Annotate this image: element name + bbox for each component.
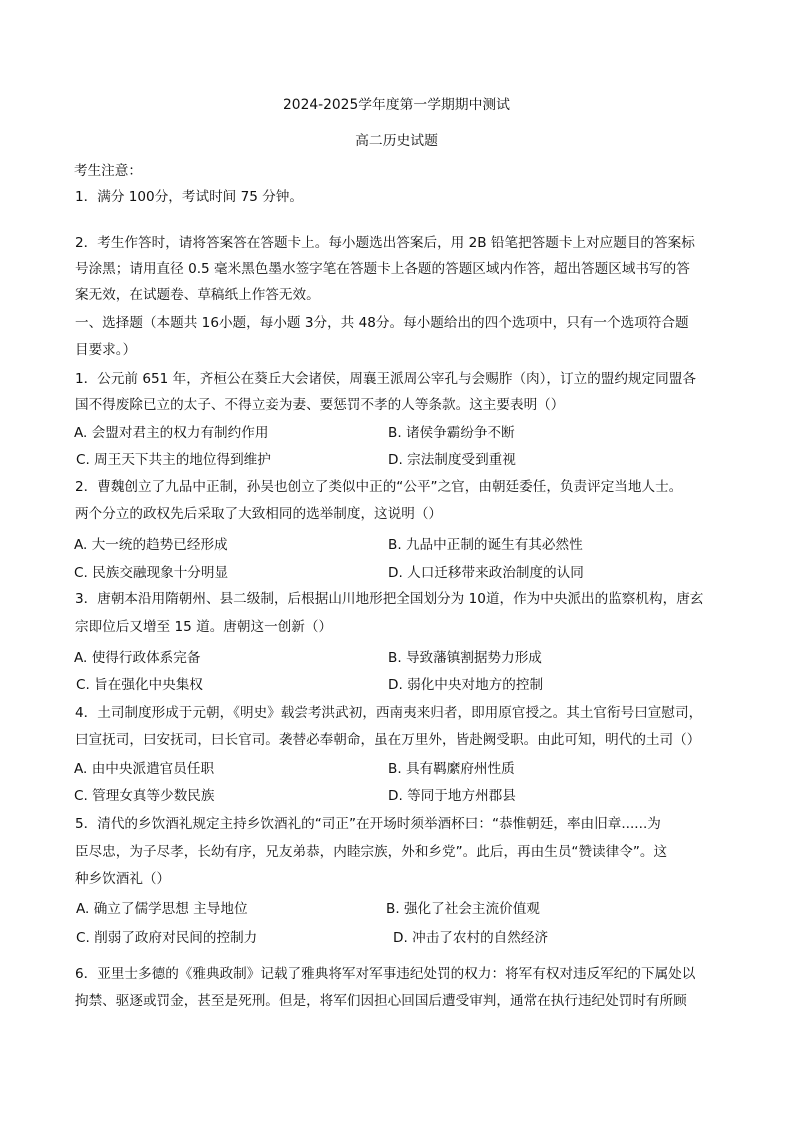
question-2-option-d: D. 人口迁移带来政治制度的认同 — [388, 565, 584, 581]
question-3-option-c: C. 旨在强化中央集权 — [76, 677, 203, 693]
question-4-stem: 曰宣抚司，曰安抚司，曰长官司。袭替必奉朝命，虽在万里外，皆赴阙受职。由此可知，明代的土司（） — [75, 732, 701, 748]
question-2-option-c: C. 民族交融现象十分明显 — [74, 565, 229, 581]
question-6-stem: 6．亚里士多德的《雅典政制》记载了雅典将军对军事违纪处罚的权力：将军有权对违反军纪的下属处以 — [75, 966, 696, 982]
question-3-option-a: A. 使得行政体系完备 — [74, 650, 201, 666]
question-5-option-d: D. 冲击了农村的自然经济 — [393, 930, 549, 946]
question-1-stem: 国不得废除已立的太子、不得立妾为妻、要惩罚不孝的人等条款。这主要表明（） — [75, 397, 565, 413]
question-4-option-b: B. 具有羁縻府州性质 — [388, 761, 515, 777]
question-3-option-b: B. 导致藩镇割据势力形成 — [388, 650, 542, 666]
question-4-stem: 4．土司制度形成于元朝，《明史》载尝考洪武初，西南夷来归者，即用原官授之。其土官衔号曰宣慰司， — [75, 705, 703, 721]
question-5-stem: 种乡饮酒礼（） — [75, 871, 171, 887]
question-5-stem: 臣尽忠，为子尽孝，长幼有序，兄友弟恭，内睦宗族，外和乡党”。此后，再由生员“赞读律令”。这 — [75, 844, 668, 860]
question-2-option-a: A. 大一统的趋势已经形成 — [74, 537, 228, 553]
question-3-option-d: D. 弱化中央对地方的控制 — [388, 677, 544, 693]
notice-item: 2．考生作答时，请将答案答在答题卡上。每小题选出答案后，用 2B 铅笔把答题卡上对应题目的答案标 — [75, 235, 695, 251]
section-heading: 一、选择题（本题共 16小题，每小题 3分，共 48分。每小题给出的四个选项中，只有一个选项符合题 — [75, 315, 689, 331]
exam-subtitle: 高二历史试题 — [355, 133, 438, 149]
question-1-stem: 1．公元前 651 年，齐桓公在葵丘大会诸侯，周襄王派周公宰孔与会赐胙（肉），订立的盟约规定同盟各 — [75, 371, 696, 387]
section-heading-cont: 目要求。） — [75, 342, 137, 358]
question-3-stem: 3．唐朝本沿用隋朝州、县二级制，后根据山川地形把全国划分为 10道，作为中央派出的监察机构，唐玄 — [75, 591, 704, 607]
question-1-option-a: A. 会盟对君主的权力有制约作用 — [74, 425, 269, 441]
question-1-option-d: D. 宗法制度受到重视 — [388, 452, 516, 468]
question-5-stem: 5．清代的乡饮酒礼规定主持乡饮酒礼的“司正”在开场时须举酒杯曰：“恭惟朝廷，率由旧章......为 — [75, 816, 661, 832]
question-1-option-c: C. 周王天下共主的地位得到维护 — [76, 452, 271, 468]
question-3-stem: 宗即位后又增至 15 道。唐朝这一创新（） — [75, 619, 333, 635]
question-5-option-b: B. 强化了社会主流价值观 — [386, 901, 540, 917]
notice-item: 1．满分 100分，考试时间 75 分钟。 — [75, 189, 303, 205]
notice-item: 案无效，在试题卷、草稿纸上作答无效。 — [75, 287, 320, 303]
exam-title: 2024-2025学年度第一学期期中测试 — [283, 97, 510, 113]
question-5-option-c: C. 削弱了政府对民间的控制力 — [76, 930, 258, 946]
question-4-option-d: D. 等同于地方州郡县 — [388, 788, 516, 804]
question-4-option-c: C. 管理女真等少数民族 — [74, 788, 215, 804]
question-2-stem: 两个分立的政权先后采取了大致相同的选举制度，这说明（） — [75, 506, 443, 522]
notice-heading: 考生注意： — [74, 163, 142, 179]
question-4-option-a: A. 由中央派遣官员任职 — [74, 761, 215, 777]
question-6-stem: 拘禁、驱逐或罚金，甚至是死刑。但是，将军们因担心回国后遭受审判，通常在执行违纪处罚时有所顾 — [75, 993, 687, 1009]
question-5-option-a: A. 确立了儒学思想 主导地位 — [76, 901, 248, 917]
question-1-option-b: B. 诸侯争霸纷争不断 — [388, 425, 515, 441]
question-2-stem: 2．曹魏创立了九品中正制，孙吴也创立了类似中正的“公平”之官，由朝廷委任，负责评定当地人士。 — [75, 479, 683, 495]
notice-item: 号涂黑；请用直径 0.5 毫米黑色墨水签字笔在答题卡上各题的答题区域内作答，超出答题区域书写的答 — [75, 261, 690, 277]
question-2-option-b: B. 九品中正制的诞生有其必然性 — [388, 537, 583, 553]
